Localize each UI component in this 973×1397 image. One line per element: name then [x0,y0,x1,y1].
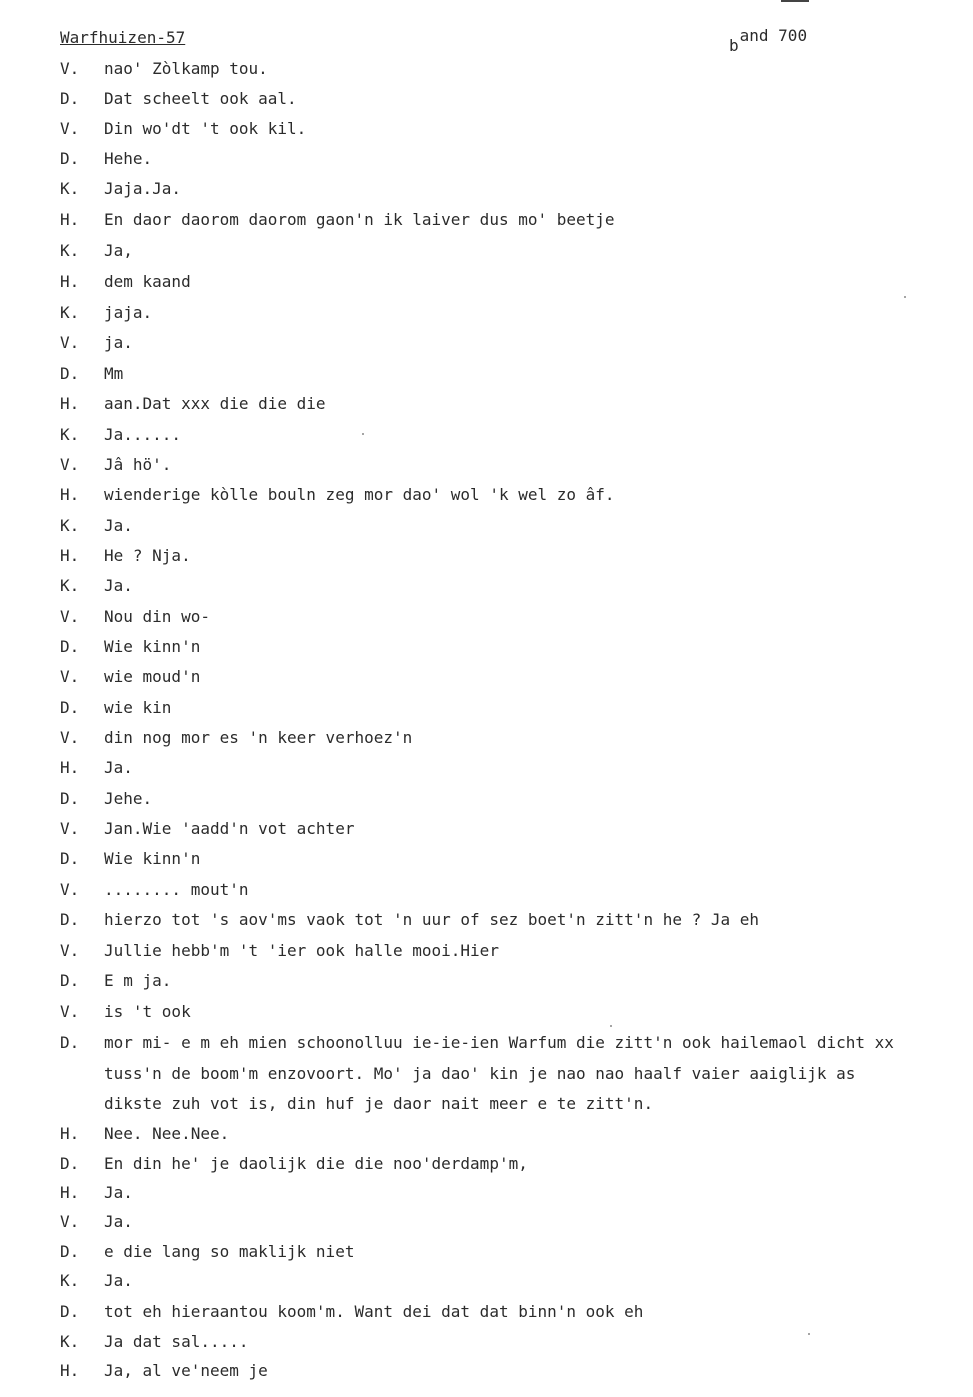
speaker-label: D. [60,1154,80,1173]
transcript-line [0,697,973,719]
speaker-label: K. [60,1332,80,1351]
utterance-text: Wie kinn'n [104,637,201,656]
utterance-text: Ja, [104,241,133,260]
speaker-label: D. [60,698,80,717]
tape-label [729,26,808,55]
utterance-text: Hehe. [104,149,153,168]
speaker-label: K. [60,179,80,198]
utterance-text: Jan.Wie 'aadd'n vot achter [104,819,355,838]
utterance-text: tuss'n de boom'm enzovoort. Mo' ja dao' kin je nao nao haalf vaier aaiglijk as [104,1064,856,1083]
utterance-text: En din he' je daolijk die die noo'derdamp'm, [104,1154,528,1173]
utterance-text: Jâ hö'. [104,455,172,474]
transcript-line [0,1182,973,1204]
speaker-label: H. [60,272,80,291]
transcript-line [0,88,973,110]
utterance-text: hierzo tot 's aov'ms vaok tot 'n uur of sez boet'n zitt'n he ? Ja eh [104,910,760,929]
utterance-text: Jehe. [104,789,153,808]
top-edge-mark [781,0,809,2]
speaker-label: H. [60,485,80,504]
utterance-text: Ja. [104,1212,133,1231]
transcript-line [0,178,973,200]
speaker-label: K. [60,576,80,595]
transcript-line [0,1123,973,1145]
transcript-line [0,788,973,810]
utterance-text: aan.Dat xxx die die die [104,394,326,413]
speaker-label: V. [60,819,80,838]
utterance-text: nao' Zòlkamp tou. [104,59,268,78]
transcript-line [0,393,973,415]
utterance-text: ........ mout'n [104,880,249,899]
transcript-line [0,606,973,628]
utterance-text: Ja, al ve'neem je [104,1361,268,1380]
utterance-text: Ja. [104,1271,133,1290]
speaker-label: V. [60,455,80,474]
utterance-text: wie moud'n [104,667,201,686]
transcript-line [0,879,973,901]
speaker-label: H. [60,1361,80,1380]
transcript-line [0,302,973,324]
transcript-line [0,332,973,354]
utterance-text: Ja. [104,758,133,777]
transcript-line [0,1270,973,1292]
transcript-line [0,1001,973,1023]
speaker-label: H. [60,394,80,413]
utterance-text: Jaja.Ja. [104,179,182,198]
transcript-line [0,271,973,293]
utterance-text: ja. [104,333,133,352]
transcript-line [0,848,973,870]
speaker-label: V. [60,941,80,960]
speaker-label: D. [60,910,80,929]
speaker-label: D. [60,637,80,656]
utterance-text: Din wo'dt 't ook kil. [104,119,307,138]
transcript-line [0,1032,973,1054]
transcript-line [0,727,973,749]
speaker-label: V. [60,880,80,899]
transcript-line [0,515,973,537]
utterance-text: Ja...... [104,425,182,444]
speaker-label: K. [60,425,80,444]
transcript-line [0,636,973,658]
transcript-line [0,484,973,506]
utterance-text: Nee. Nee.Nee. [104,1124,230,1143]
speaker-label: K. [60,303,80,322]
utterance-text: e die lang so maklijk niet [104,1242,355,1261]
speaker-label: K. [60,516,80,535]
transcript-line [0,240,973,262]
utterance-text: Ja dat sal..... [104,1332,249,1351]
speaker-label: V. [60,607,80,626]
speaker-label: D. [60,1033,80,1052]
speaker-label: K. [60,1271,80,1290]
transcript-line [0,1360,973,1382]
utterance-text: Mm [104,364,124,383]
utterance-text: dem kaand [104,272,191,291]
speaker-label: V. [60,667,80,686]
transcript-line [0,818,973,840]
transcript-line [0,1093,973,1115]
transcript-line [0,545,973,567]
transcript-line [0,1153,973,1175]
utterance-text: En daor daorom daorom gaon'n ik laiver dus mo' beetje [104,210,615,229]
speaker-label: H. [60,546,80,565]
utterance-text: E m ja. [104,971,172,990]
transcript-line [0,970,973,992]
speaker-label: D. [60,789,80,808]
speaker-label: V. [60,119,80,138]
speaker-label: D. [60,149,80,168]
utterance-text: jaja. [104,303,153,322]
utterance-text: Dat scheelt ook aal. [104,89,297,108]
utterance-text: din nog mor es 'n keer verhoez'n [104,728,413,747]
speaker-label: H. [60,758,80,777]
tape-label-text: and 700 [739,26,808,45]
transcript-line [0,454,973,476]
transcript-line [0,1211,973,1233]
transcript-line [0,148,973,170]
speaker-label: V. [60,728,80,747]
transcript-line [0,940,973,962]
speaker-label: V. [60,59,80,78]
utterance-text: Wie kinn'n [104,849,201,868]
utterance-text: wienderige kòlle bouln zeg mor dao' wol 'k wel zo âf. [104,485,615,504]
page-title: Warfhuizen-57 [60,28,186,47]
scan-speck [362,433,364,435]
transcript-line [0,575,973,597]
scan-speck [904,296,906,298]
transcript-line [0,1063,973,1085]
speaker-label: D. [60,364,80,383]
transcript-line [0,363,973,385]
utterance-text: He ? Nja. [104,546,191,565]
speaker-label: K. [60,241,80,260]
tape-prefix: b [729,36,739,55]
transcript-line [0,909,973,931]
transcript-line [0,1241,973,1263]
utterance-text: Jullie hebb'm 't 'ier ook halle mooi.Hier [104,941,499,960]
utterance-text: Ja. [104,1183,133,1202]
speaker-label: D. [60,89,80,108]
speaker-label: D. [60,849,80,868]
utterance-text: Ja. [104,516,133,535]
speaker-label: D. [60,1242,80,1261]
transcript-line [0,424,973,446]
transcript-line [0,1331,973,1353]
transcript-line [0,1301,973,1323]
utterance-text: is 't ook [104,1002,191,1021]
utterance-text: Nou din wo- [104,607,210,626]
speaker-label: D. [60,1302,80,1321]
transcript-line [0,757,973,779]
transcript-line [0,209,973,231]
speaker-label: V. [60,1002,80,1021]
transcript-line [0,666,973,688]
transcript-line [0,118,973,140]
utterance-text: dikste zuh vot is, din huf je daor nait meer e te zitt'n. [104,1094,654,1113]
scan-speck [610,1025,612,1027]
transcript-line [0,58,973,80]
scan-speck [808,1333,810,1335]
utterance-text: tot eh hieraantou koom'm. Want dei dat dat binn'n ook eh [104,1302,644,1321]
speaker-label: V. [60,1212,80,1231]
speaker-label: D. [60,971,80,990]
speaker-label: H. [60,1124,80,1143]
speaker-label: V. [60,333,80,352]
speaker-label: H. [60,1183,80,1202]
utterance-text: wie kin [104,698,172,717]
utterance-text: Ja. [104,576,133,595]
speaker-label: H. [60,210,80,229]
utterance-text: mor mi- e m eh mien schoonolluu ie-ie-ien Warfum die zitt'n ook hailemaol dicht xx [104,1033,894,1052]
